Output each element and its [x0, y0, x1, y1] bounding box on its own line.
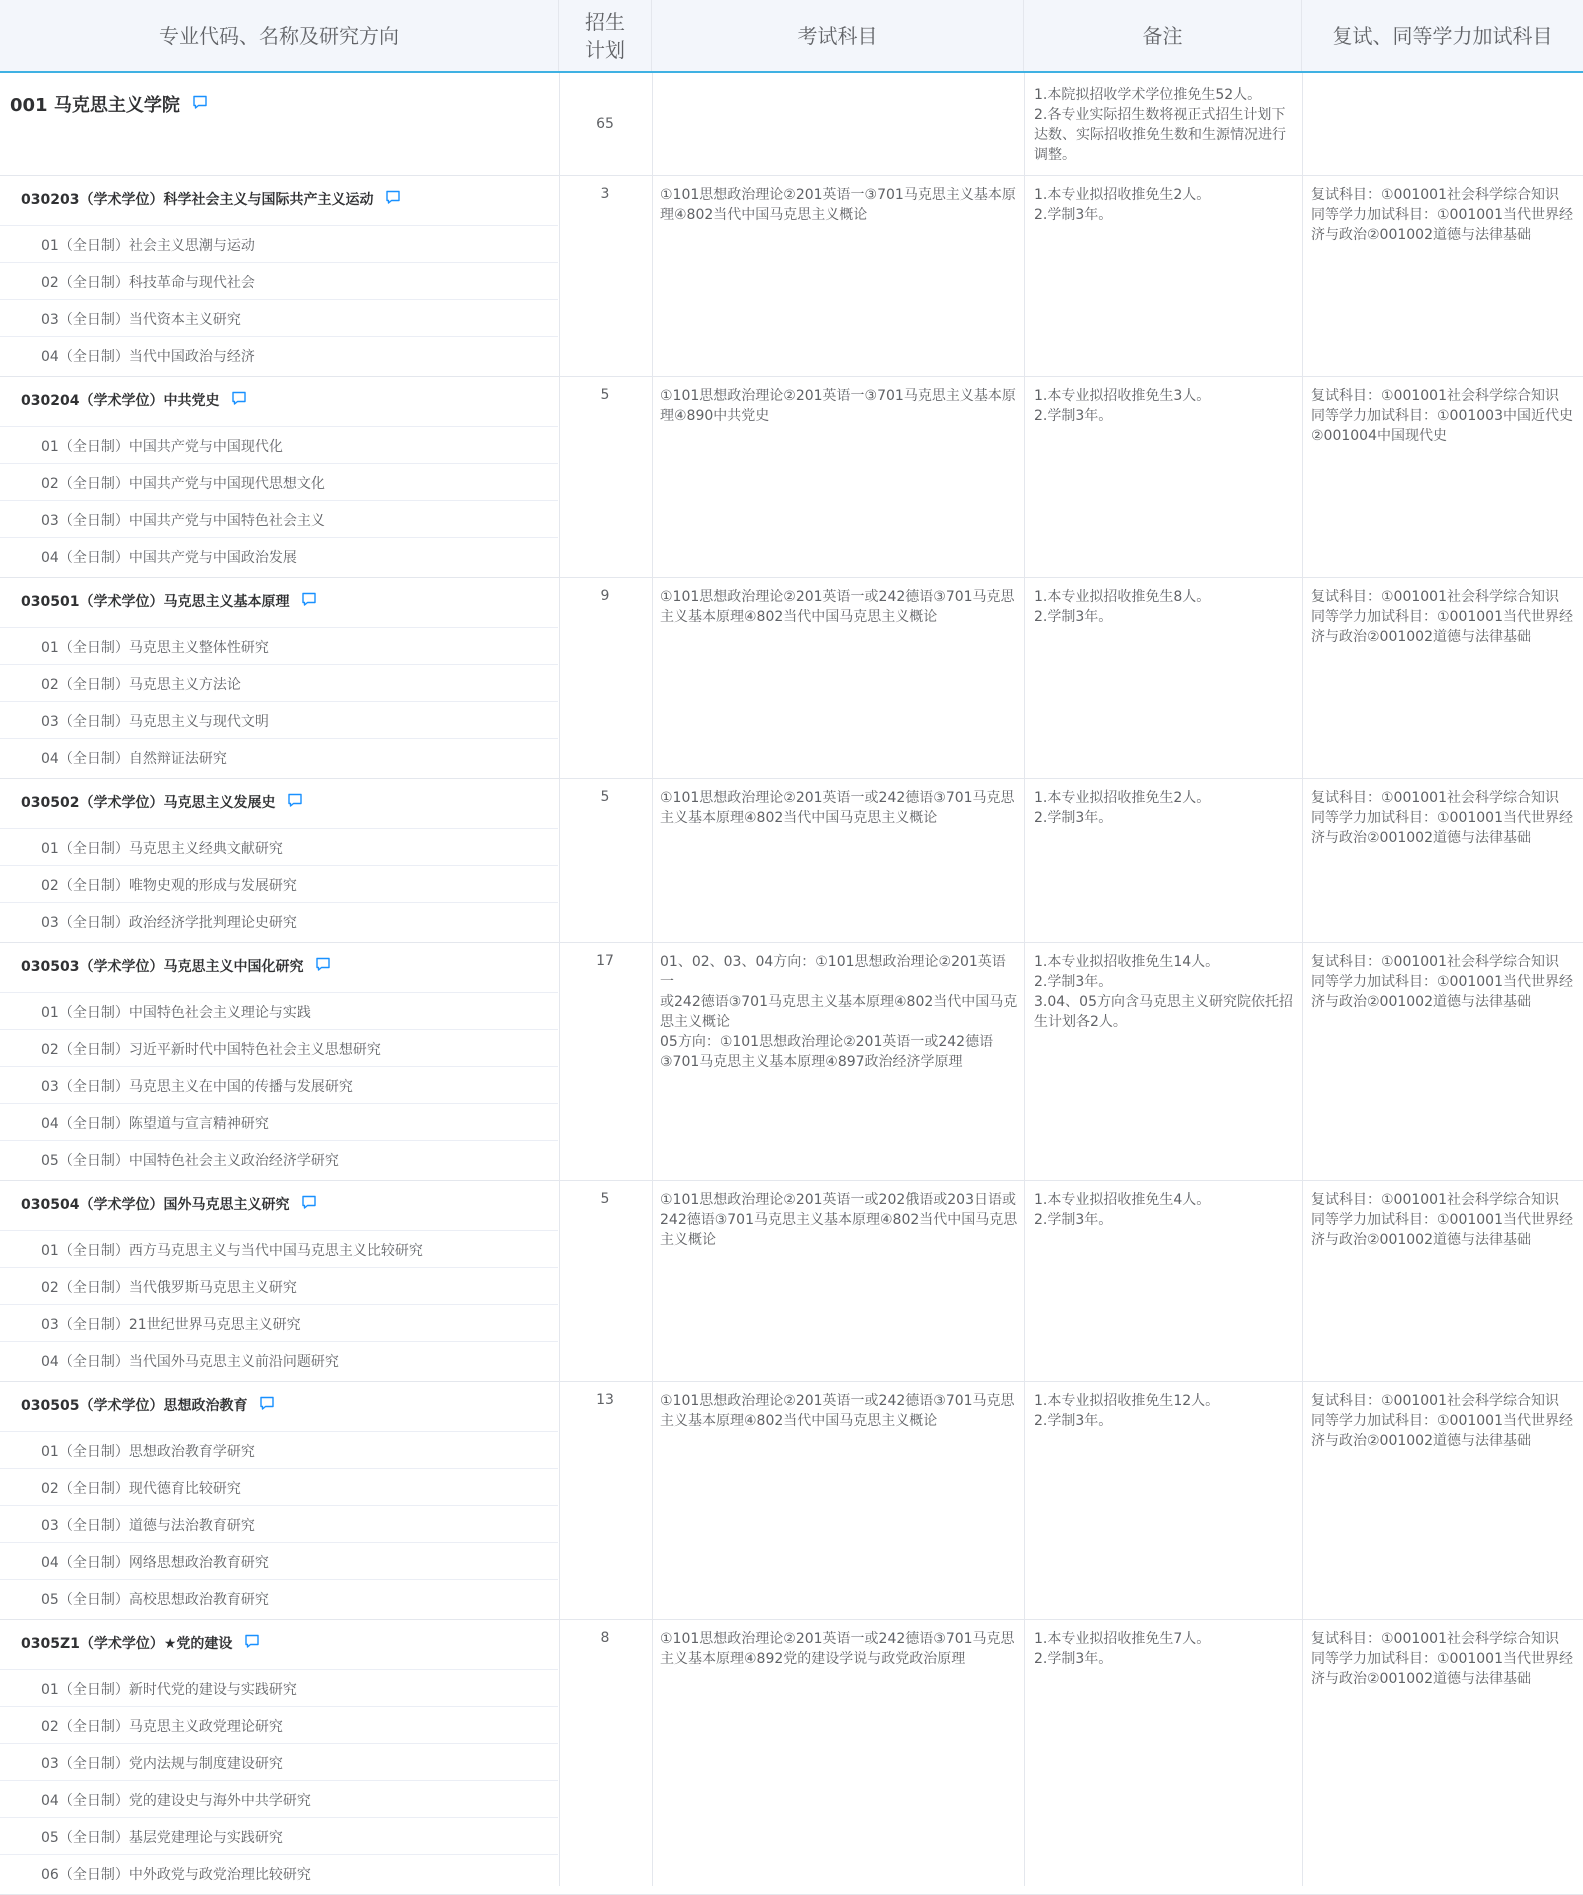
exam-line: ③701马克思主义基本原理④897政治经济学原理	[660, 1054, 963, 1070]
retest-line: 同等学力加试科目：①001001当代世界经	[1311, 1651, 1573, 1667]
exam-line: ①101思想政治理论②201英语一③701马克思主义基本原	[660, 388, 1016, 404]
chat-bubble-icon[interactable]	[192, 94, 208, 115]
direction-item: 04（全日制）当代国外马克思主义前沿问题研究	[41, 1354, 339, 1370]
direction-item: 03（全日制）道德与法治教育研究	[41, 1518, 255, 1534]
direction-divider	[0, 336, 558, 337]
exam-subjects	[660, 1190, 1018, 1250]
retest-line: 复试科目：①001001社会科学综合知识	[1311, 1192, 1559, 1208]
direction-item: 01（全日制）中国共产党与中国现代化	[41, 439, 283, 455]
retest-line: 济与政治②001002道德与法律基础	[1311, 227, 1531, 243]
retest-line: 复试科目：①001001社会科学综合知识	[1311, 790, 1559, 806]
major-title-text: 030203（学术学位）科学社会主义与国际共产主义运动	[21, 192, 374, 208]
direction-item: 02（全日制）现代德育比较研究	[41, 1481, 241, 1497]
direction-item: 04（全日制）党的建设史与海外中共学研究	[41, 1793, 311, 1809]
retest-subjects	[1311, 1391, 1575, 1451]
note-line: 1.本专业拟招收推免生3人。	[1034, 388, 1211, 404]
retest-line: 同等学力加试科目：①001001当代世界经	[1311, 810, 1573, 826]
chat-bubble-icon[interactable]	[301, 591, 317, 611]
direction-item: 01（全日制）马克思主义整体性研究	[41, 640, 269, 656]
direction-divider	[0, 1029, 558, 1030]
major-title	[21, 1395, 275, 1415]
direction-divider	[0, 865, 558, 866]
direction-divider	[0, 500, 558, 501]
direction-item: 05（全日制）高校思想政治教育研究	[41, 1592, 269, 1608]
retest-subjects	[1311, 1190, 1575, 1250]
retest-line: 济与政治②001002道德与法律基础	[1311, 1232, 1531, 1248]
major-plan: 5	[600, 387, 610, 403]
row-divider	[0, 1619, 1583, 1620]
note-line: 1.本专业拟招收推免生12人。	[1034, 1393, 1220, 1409]
row-divider	[0, 1180, 1583, 1181]
direction-item: 02（全日制）科技革命与现代社会	[41, 275, 255, 291]
exam-line: 理④802当代中国马克思主义概论	[660, 207, 868, 223]
direction-item: 01（全日制）社会主义思潮与运动	[41, 238, 255, 254]
column-divider	[1302, 73, 1303, 1886]
major-title-text: 0305Z1（学术学位）★党的建设	[21, 1636, 233, 1652]
retest-line: 济与政治②001002道德与法律基础	[1311, 1671, 1531, 1687]
exam-line: 或242德语③701马克思主义基本原理④802当代中国马克	[660, 994, 1018, 1010]
column-divider	[652, 73, 653, 1886]
major-plan: 13	[596, 1392, 614, 1408]
major-title	[21, 792, 303, 812]
note-line: 1.本专业拟招收推免生7人。	[1034, 1631, 1211, 1647]
direction-item: 01（全日制）中国特色社会主义理论与实践	[41, 1005, 311, 1021]
major-note	[1034, 788, 1294, 828]
direction-item: 03（全日制）马克思主义与现代文明	[41, 714, 269, 730]
direction-item: 02（全日制）唯物史观的形成与发展研究	[41, 878, 297, 894]
chat-bubble-icon[interactable]	[315, 956, 331, 976]
college-title	[10, 91, 208, 117]
exam-line: ①101思想政治理论②201英语一③701马克思主义基本原	[660, 187, 1016, 203]
major-note	[1034, 185, 1294, 225]
direction-divider	[0, 537, 558, 538]
chat-bubble-icon[interactable]	[231, 390, 247, 410]
major-plan: 5	[600, 1191, 610, 1207]
note-line: 1.本专业拟招收推免生14人。	[1034, 954, 1220, 970]
direction-item: 01（全日制）思想政治教育学研究	[41, 1444, 255, 1460]
direction-item: 02（全日制）习近平新时代中国特色社会主义思想研究	[41, 1042, 381, 1058]
retest-subjects	[1311, 1629, 1575, 1689]
retest-line: 复试科目：①001001社会科学综合知识	[1311, 954, 1559, 970]
exam-line: 主义基本原理④892党的建设学说与政党政治原理	[660, 1651, 966, 1667]
note-line: 2.学制3年。	[1034, 408, 1113, 424]
direction-item: 04（全日制）当代中国政治与经济	[41, 349, 255, 365]
direction-divider	[0, 225, 558, 226]
direction-item: 02（全日制）马克思主义政党理论研究	[41, 1719, 283, 1735]
direction-item: 04（全日制）中国共产党与中国政治发展	[41, 550, 297, 566]
exam-subjects	[660, 1629, 1018, 1669]
note-line: 1.本专业拟招收推免生2人。	[1034, 790, 1211, 806]
chat-bubble-icon[interactable]	[301, 1194, 317, 1214]
direction-item: 02（全日制）马克思主义方法论	[41, 677, 241, 693]
direction-item: 03（全日制）21世纪世界马克思主义研究	[41, 1317, 301, 1333]
retest-line: 同等学力加试科目：①001001当代世界经	[1311, 1413, 1573, 1429]
note-line: 调整。	[1034, 147, 1076, 163]
direction-divider	[0, 1780, 558, 1781]
direction-item: 01（全日制）西方马克思主义与当代中国马克思主义比较研究	[41, 1243, 423, 1259]
direction-divider	[0, 738, 558, 739]
exam-line: 01、02、03、04方向：①101思想政治理论②201英语一	[660, 954, 1006, 990]
major-plan: 5	[600, 789, 610, 805]
direction-divider	[0, 1066, 558, 1067]
major-title	[21, 591, 317, 611]
direction-item: 03（全日制）当代资本主义研究	[41, 312, 241, 328]
row-divider	[0, 1381, 1583, 1382]
retest-subjects	[1311, 788, 1575, 848]
exam-line: 242德语③701马克思主义基本原理④802当代中国马克思	[660, 1212, 1018, 1228]
retest-subjects	[1311, 386, 1575, 446]
direction-divider	[0, 1817, 558, 1818]
exam-line: ①101思想政治理论②201英语一或242德语③701马克思	[660, 589, 1015, 605]
chat-bubble-icon[interactable]	[259, 1395, 275, 1415]
direction-item: 03（全日制）政治经济学批判理论史研究	[41, 915, 297, 931]
direction-divider	[0, 1669, 558, 1670]
exam-line: ①101思想政治理论②201英语一或202俄语或203日语或	[660, 1192, 1016, 1208]
major-note	[1034, 587, 1294, 627]
direction-divider	[0, 1505, 558, 1506]
direction-divider	[0, 1341, 558, 1342]
retest-line: 济与政治②001002道德与法律基础	[1311, 629, 1531, 645]
direction-divider	[0, 627, 558, 628]
direction-item: 03（全日制）马克思主义在中国的传播与发展研究	[41, 1079, 353, 1095]
exam-subjects	[660, 1391, 1018, 1431]
chat-bubble-icon[interactable]	[244, 1633, 260, 1653]
exam-line: 05方向：①101思想政治理论②201英语一或242德语	[660, 1034, 994, 1050]
note-line: 2.学制3年。	[1034, 1651, 1113, 1667]
major-title-text: 030501（学术学位）马克思主义基本原理	[21, 594, 290, 610]
exam-subjects	[660, 952, 1018, 1072]
major-note	[1034, 952, 1294, 1032]
retest-line: 济与政治②001002道德与法律基础	[1311, 994, 1531, 1010]
note-line: 2.学制3年。	[1034, 609, 1113, 625]
major-plan: 17	[596, 953, 614, 969]
row-divider	[0, 942, 1583, 943]
header-plan-line2: 计划	[585, 37, 625, 62]
header-plan-line1: 招生	[585, 9, 625, 34]
table-header	[0, 0, 1583, 73]
direction-item: 04（全日制）陈望道与宣言精神研究	[41, 1116, 269, 1132]
major-note	[1034, 1190, 1294, 1230]
retest-line: 济与政治②001002道德与法律基础	[1311, 830, 1531, 846]
header-exam: 考试科目	[652, 0, 1024, 71]
retest-line: 同等学力加试科目：①001003中国近代史	[1311, 408, 1573, 424]
exam-line: 主义概论	[660, 1232, 716, 1248]
note-line: 2.学制3年。	[1034, 974, 1113, 990]
college-note	[1034, 85, 1294, 165]
retest-line: 复试科目：①001001社会科学综合知识	[1311, 1631, 1559, 1647]
retest-line: 复试科目：①001001社会科学综合知识	[1311, 187, 1559, 203]
row-divider	[0, 376, 1583, 377]
note-line: 达数、实际招收推免生数和生源情况进行	[1034, 127, 1286, 143]
note-line: 1.本院拟招收学术学位推免生52人。	[1034, 87, 1262, 103]
direction-divider	[0, 902, 558, 903]
direction-divider	[0, 426, 558, 427]
note-line: 3.04、05方向含马克思主义研究院依托招	[1034, 994, 1293, 1010]
direction-divider	[0, 1103, 558, 1104]
retest-line: 同等学力加试科目：①001001当代世界经	[1311, 609, 1573, 625]
direction-divider	[0, 828, 558, 829]
major-title-text: 030505（学术学位）思想政治教育	[21, 1398, 248, 1414]
major-plan: 8	[600, 1630, 610, 1646]
direction-item: 01（全日制）新时代党的建设与实践研究	[41, 1682, 297, 1698]
exam-line: 思主义概论	[660, 1014, 730, 1030]
major-title-text: 030502（学术学位）马克思主义发展史	[21, 795, 276, 811]
direction-divider	[0, 1542, 558, 1543]
direction-divider	[0, 1304, 558, 1305]
note-line: 1.本专业拟招收推免生8人。	[1034, 589, 1211, 605]
header-note: 备注	[1024, 0, 1302, 71]
retest-line: 复试科目：①001001社会科学综合知识	[1311, 1393, 1559, 1409]
retest-line: 同等学力加试科目：①001001当代世界经	[1311, 974, 1573, 990]
direction-divider	[0, 701, 558, 702]
exam-line: 理④890中共党史	[660, 408, 770, 424]
direction-divider	[0, 1140, 558, 1141]
college-plan: 65	[596, 116, 614, 132]
major-title-text: 030204（学术学位）中共党史	[21, 393, 220, 409]
retest-line: ②001004中国现代史	[1311, 428, 1447, 444]
major-note	[1034, 1391, 1294, 1431]
direction-divider	[0, 1579, 558, 1580]
direction-item: 04（全日制）自然辩证法研究	[41, 751, 227, 767]
direction-divider	[0, 992, 558, 993]
direction-divider	[0, 262, 558, 263]
note-line: 2.学制3年。	[1034, 1212, 1113, 1228]
retest-line: 复试科目：①001001社会科学综合知识	[1311, 589, 1559, 605]
chat-bubble-icon[interactable]	[287, 792, 303, 812]
major-title-text: 030504（学术学位）国外马克思主义研究	[21, 1197, 290, 1213]
exam-line: 主义基本原理④802当代中国马克思主义概论	[660, 810, 938, 826]
direction-item: 02（全日制）中国共产党与中国现代思想文化	[41, 476, 325, 492]
major-title-text: 030503（学术学位）马克思主义中国化研究	[21, 959, 304, 975]
direction-divider	[0, 463, 558, 464]
direction-divider	[0, 1854, 558, 1855]
exam-line: 主义基本原理④802当代中国马克思主义概论	[660, 1413, 938, 1429]
retest-subjects	[1311, 587, 1575, 647]
major-title	[21, 1633, 260, 1653]
note-line: 2.学制3年。	[1034, 810, 1113, 826]
major-title	[21, 956, 331, 976]
header-plan	[559, 0, 652, 71]
direction-item: 02（全日制）当代俄罗斯马克思主义研究	[41, 1280, 297, 1296]
note-line: 2.各专业实际招生数将视正式招生计划下	[1034, 107, 1286, 123]
major-note	[1034, 1629, 1294, 1669]
exam-subjects	[660, 386, 1018, 426]
note-line: 2.学制3年。	[1034, 1413, 1113, 1429]
exam-line: 主义基本原理④802当代中国马克思主义概论	[660, 609, 938, 625]
row-divider	[0, 577, 1583, 578]
direction-item: 05（全日制）基层党建理论与实践研究	[41, 1830, 283, 1846]
direction-divider	[0, 1743, 558, 1744]
retest-line: 复试科目：①001001社会科学综合知识	[1311, 388, 1559, 404]
row-divider	[0, 175, 1583, 176]
header-retest: 复试、同等学力加试科目	[1332, 23, 1553, 48]
major-title	[21, 1194, 317, 1214]
major-note	[1034, 386, 1294, 426]
exam-subjects	[660, 185, 1018, 225]
retest-subjects	[1311, 952, 1575, 1012]
row-divider	[0, 778, 1583, 779]
retest-line: 同等学力加试科目：①001001当代世界经	[1311, 1212, 1573, 1228]
chat-bubble-icon[interactable]	[385, 189, 401, 209]
direction-divider	[0, 664, 558, 665]
direction-item: 04（全日制）网络思想政治教育研究	[41, 1555, 269, 1571]
direction-divider	[0, 1267, 558, 1268]
direction-divider	[0, 299, 558, 300]
major-plan: 3	[600, 186, 610, 202]
column-divider	[559, 73, 560, 1886]
major-plan: 9	[600, 588, 610, 604]
exam-line: ①101思想政治理论②201英语一或242德语③701马克思	[660, 1393, 1015, 1409]
direction-divider	[0, 1431, 558, 1432]
exam-subjects	[660, 587, 1018, 627]
retest-subjects	[1311, 185, 1575, 245]
exam-line: ①101思想政治理论②201英语一或242德语③701马克思	[660, 790, 1015, 806]
major-title	[21, 189, 401, 209]
college-title-text: 001 马克思主义学院	[10, 95, 180, 116]
retest-line: 济与政治②001002道德与法律基础	[1311, 1433, 1531, 1449]
direction-divider	[0, 1706, 558, 1707]
note-line: 1.本专业拟招收推免生2人。	[1034, 187, 1211, 203]
exam-subjects	[660, 788, 1018, 828]
direction-item: 01（全日制）马克思主义经典文献研究	[41, 841, 283, 857]
header-major: 专业代码、名称及研究方向	[0, 0, 559, 71]
direction-item: 06（全日制）中外政党与政党治理比较研究	[41, 1867, 311, 1883]
direction-item: 03（全日制）党内法规与制度建设研究	[41, 1756, 283, 1772]
direction-divider	[0, 1468, 558, 1469]
note-line: 2.学制3年。	[1034, 207, 1113, 223]
column-divider	[1024, 73, 1025, 1886]
exam-line: ①101思想政治理论②201英语一或242德语③701马克思	[660, 1631, 1015, 1647]
direction-item: 05（全日制）中国特色社会主义政治经济学研究	[41, 1153, 339, 1169]
direction-item: 03（全日制）中国共产党与中国特色社会主义	[41, 513, 325, 529]
note-line: 1.本专业拟招收推免生4人。	[1034, 1192, 1211, 1208]
major-title	[21, 390, 247, 410]
note-line: 生计划各2人。	[1034, 1014, 1127, 1030]
direction-divider	[0, 1230, 558, 1231]
retest-line: 同等学力加试科目：①001001当代世界经	[1311, 207, 1573, 223]
